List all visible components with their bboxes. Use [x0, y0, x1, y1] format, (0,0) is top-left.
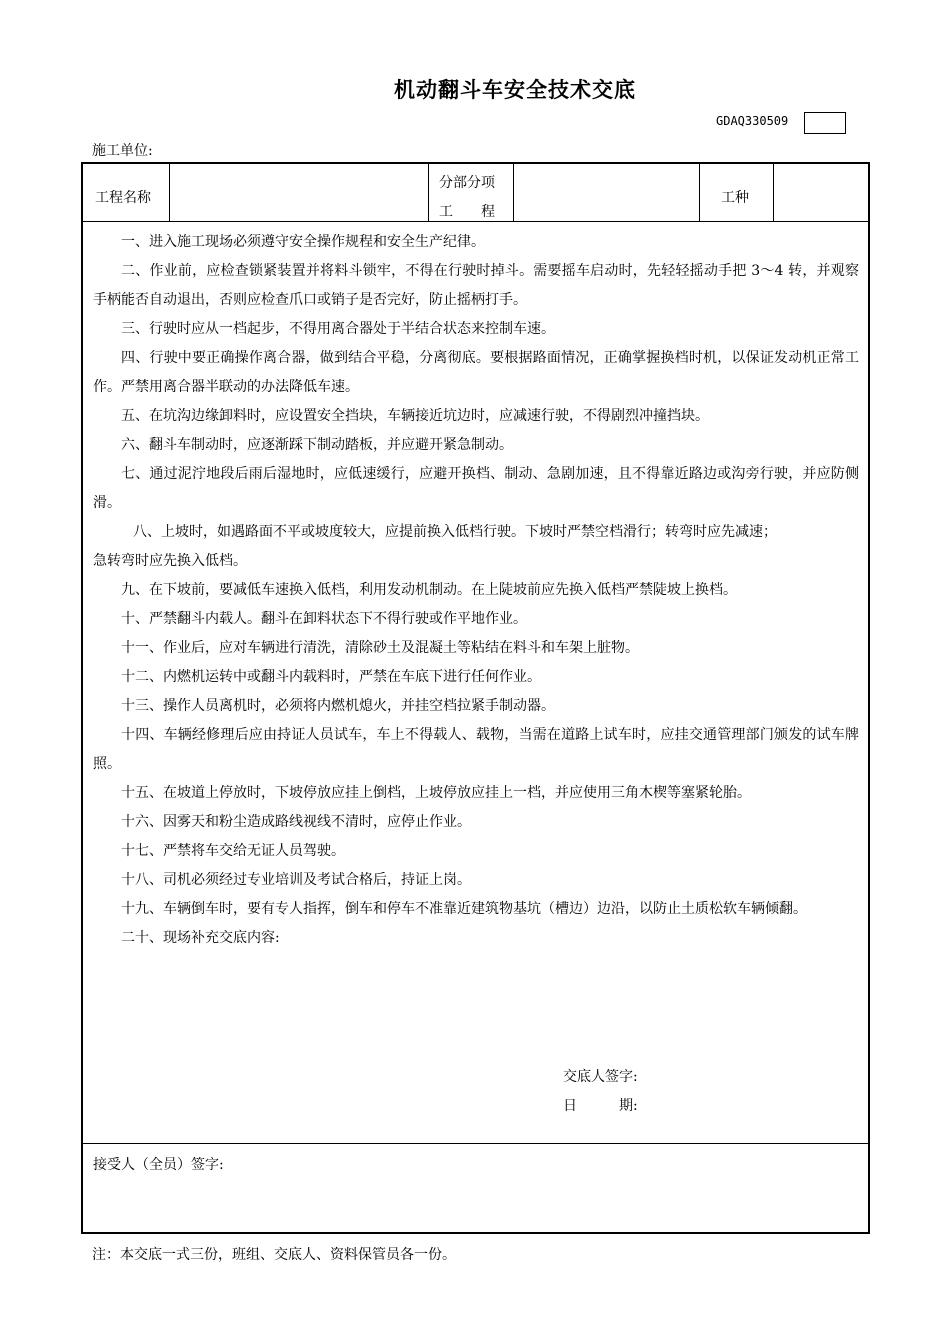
safety-item: 三、行驶时应从一档起步，不得用离合器处于半结合状态来控制车速。: [121, 321, 555, 337]
safety-item: 六、翻斗车制动时，应逐渐踩下制动踏板，并应避开紧急制动。: [121, 437, 513, 453]
sub-project-label-2: 工 程: [439, 204, 495, 220]
signer-label: 交底人签字:: [563, 1069, 638, 1085]
sub-project-field[interactable]: [517, 170, 695, 216]
safety-item: 七、通过泥泞地段后雨后湿地时，应低速缓行，应避开换档、制动、急剧加速，且不得靠近路边或沟旁行驶，并应防侧滑。: [93, 466, 859, 511]
safety-item: 十二、内燃机运转中或翻斗内载料时，严禁在车底下进行任何作业。: [121, 669, 541, 685]
construction-unit-label: 施工单位:: [92, 143, 153, 159]
sub-project-label-1: 分部分项: [439, 175, 495, 191]
safety-item: 五、在坑沟边缘卸料时，应设置安全挡块，车辆接近坑边时，应减速行驶，不得剧烈冲撞挡块。: [121, 408, 709, 424]
footnote: 注：本交底一式三份，班组、交底人、资料保管员各一份。: [92, 1247, 456, 1263]
safety-item: 十八、司机必须经过专业培训及考试合格后，持证上岗。: [121, 872, 471, 888]
safety-item: 十四、车辆经修理后应由持证人员试车，车上不得载人、载物，当需在道路上试车时，应挂交通管理部门颁发的试车牌照。: [93, 727, 859, 772]
receiver-signature-area[interactable]: [93, 1179, 859, 1229]
safety-item: 二、作业前，应检查锁紧装置并将料斗锁牢，不得在行驶时掉斗。需要摇车启动时，先轻轻摇动手把 3～4 转，并观察手柄能否自动退出，否则应检查爪口或销子是否完好，防止摇柄打手。: [93, 263, 859, 308]
safety-item: 四、行驶中要正确操作离合器，做到结合平稳，分离彻底。要根据路面情况，正确掌握换档时机，以保证发动机正常工作。严禁用离合器半联动的办法降低车速。: [93, 350, 859, 395]
project-name-field[interactable]: [173, 170, 423, 216]
safety-item: 十七、严禁将车交给无证人员驾驶。: [121, 843, 345, 859]
safety-item: 十三、操作人员离机时，必须将内燃机熄火，并挂空档拉紧手制动器。: [121, 698, 555, 714]
safety-item: 八、上坡时，如遇路面不平或坡度较大，应提前换入低档行驶。下坡时严禁空档滑行；转弯时应先减速；: [133, 524, 777, 540]
safety-item: 一、进入施工现场必须遵守安全操作规程和安全生产纪律。: [121, 234, 485, 250]
project-name-label: 工程名称: [95, 190, 151, 206]
safety-item-continuation: 急转弯时应先换入低档。: [93, 553, 247, 569]
safety-item: 二十、现场补充交底内容:: [121, 930, 280, 946]
safety-item: 九、在下坡前，要减低车速换入低档，利用发动机制动。在上陡坡前应先换入低档严禁陡坡上换档。: [121, 582, 737, 598]
code-box[interactable]: [804, 112, 846, 134]
safety-item: 十六、因雾天和粉尘造成路线视线不清时，应停止作业。: [121, 814, 471, 830]
trade-field[interactable]: [777, 170, 865, 216]
safety-items: [93, 228, 859, 953]
receiver-label: 接受人（全员）签字:: [93, 1157, 224, 1173]
safety-item: 十五、在坡道上停放时，下坡停放应挂上倒档，上坡停放应挂上一档，并应使用三角木楔等塞紧轮胎。: [121, 785, 751, 801]
document-code: GDAQ330509: [716, 114, 789, 128]
header-divider: [773, 164, 774, 222]
safety-item: 十一、作业后，应对车辆进行清洗，清除砂土及混凝土等粘结在料斗和车架上脏物。: [121, 640, 639, 656]
date-label: 日 期:: [563, 1098, 638, 1114]
header-divider: [699, 164, 700, 222]
document-title: 机动翻斗车安全技术交底: [394, 78, 636, 102]
disclosure-form: [81, 162, 870, 1234]
trade-label: 工种: [721, 190, 749, 206]
header-bottom-line: [83, 221, 868, 222]
safety-item: 十、严禁翻斗内载人。翻斗在卸料状态下不得行驶或作平地作业。: [121, 611, 527, 627]
safety-item: 十九、车辆倒车时，要有专人指挥，倒车和停车不准靠近建筑物基坑（槽边）边沿，以防止土质松软车辆倾翻。: [121, 901, 807, 917]
header-divider: [428, 164, 429, 222]
header-divider: [513, 164, 514, 222]
receiver-divider: [83, 1143, 868, 1144]
header-divider: [169, 164, 170, 222]
